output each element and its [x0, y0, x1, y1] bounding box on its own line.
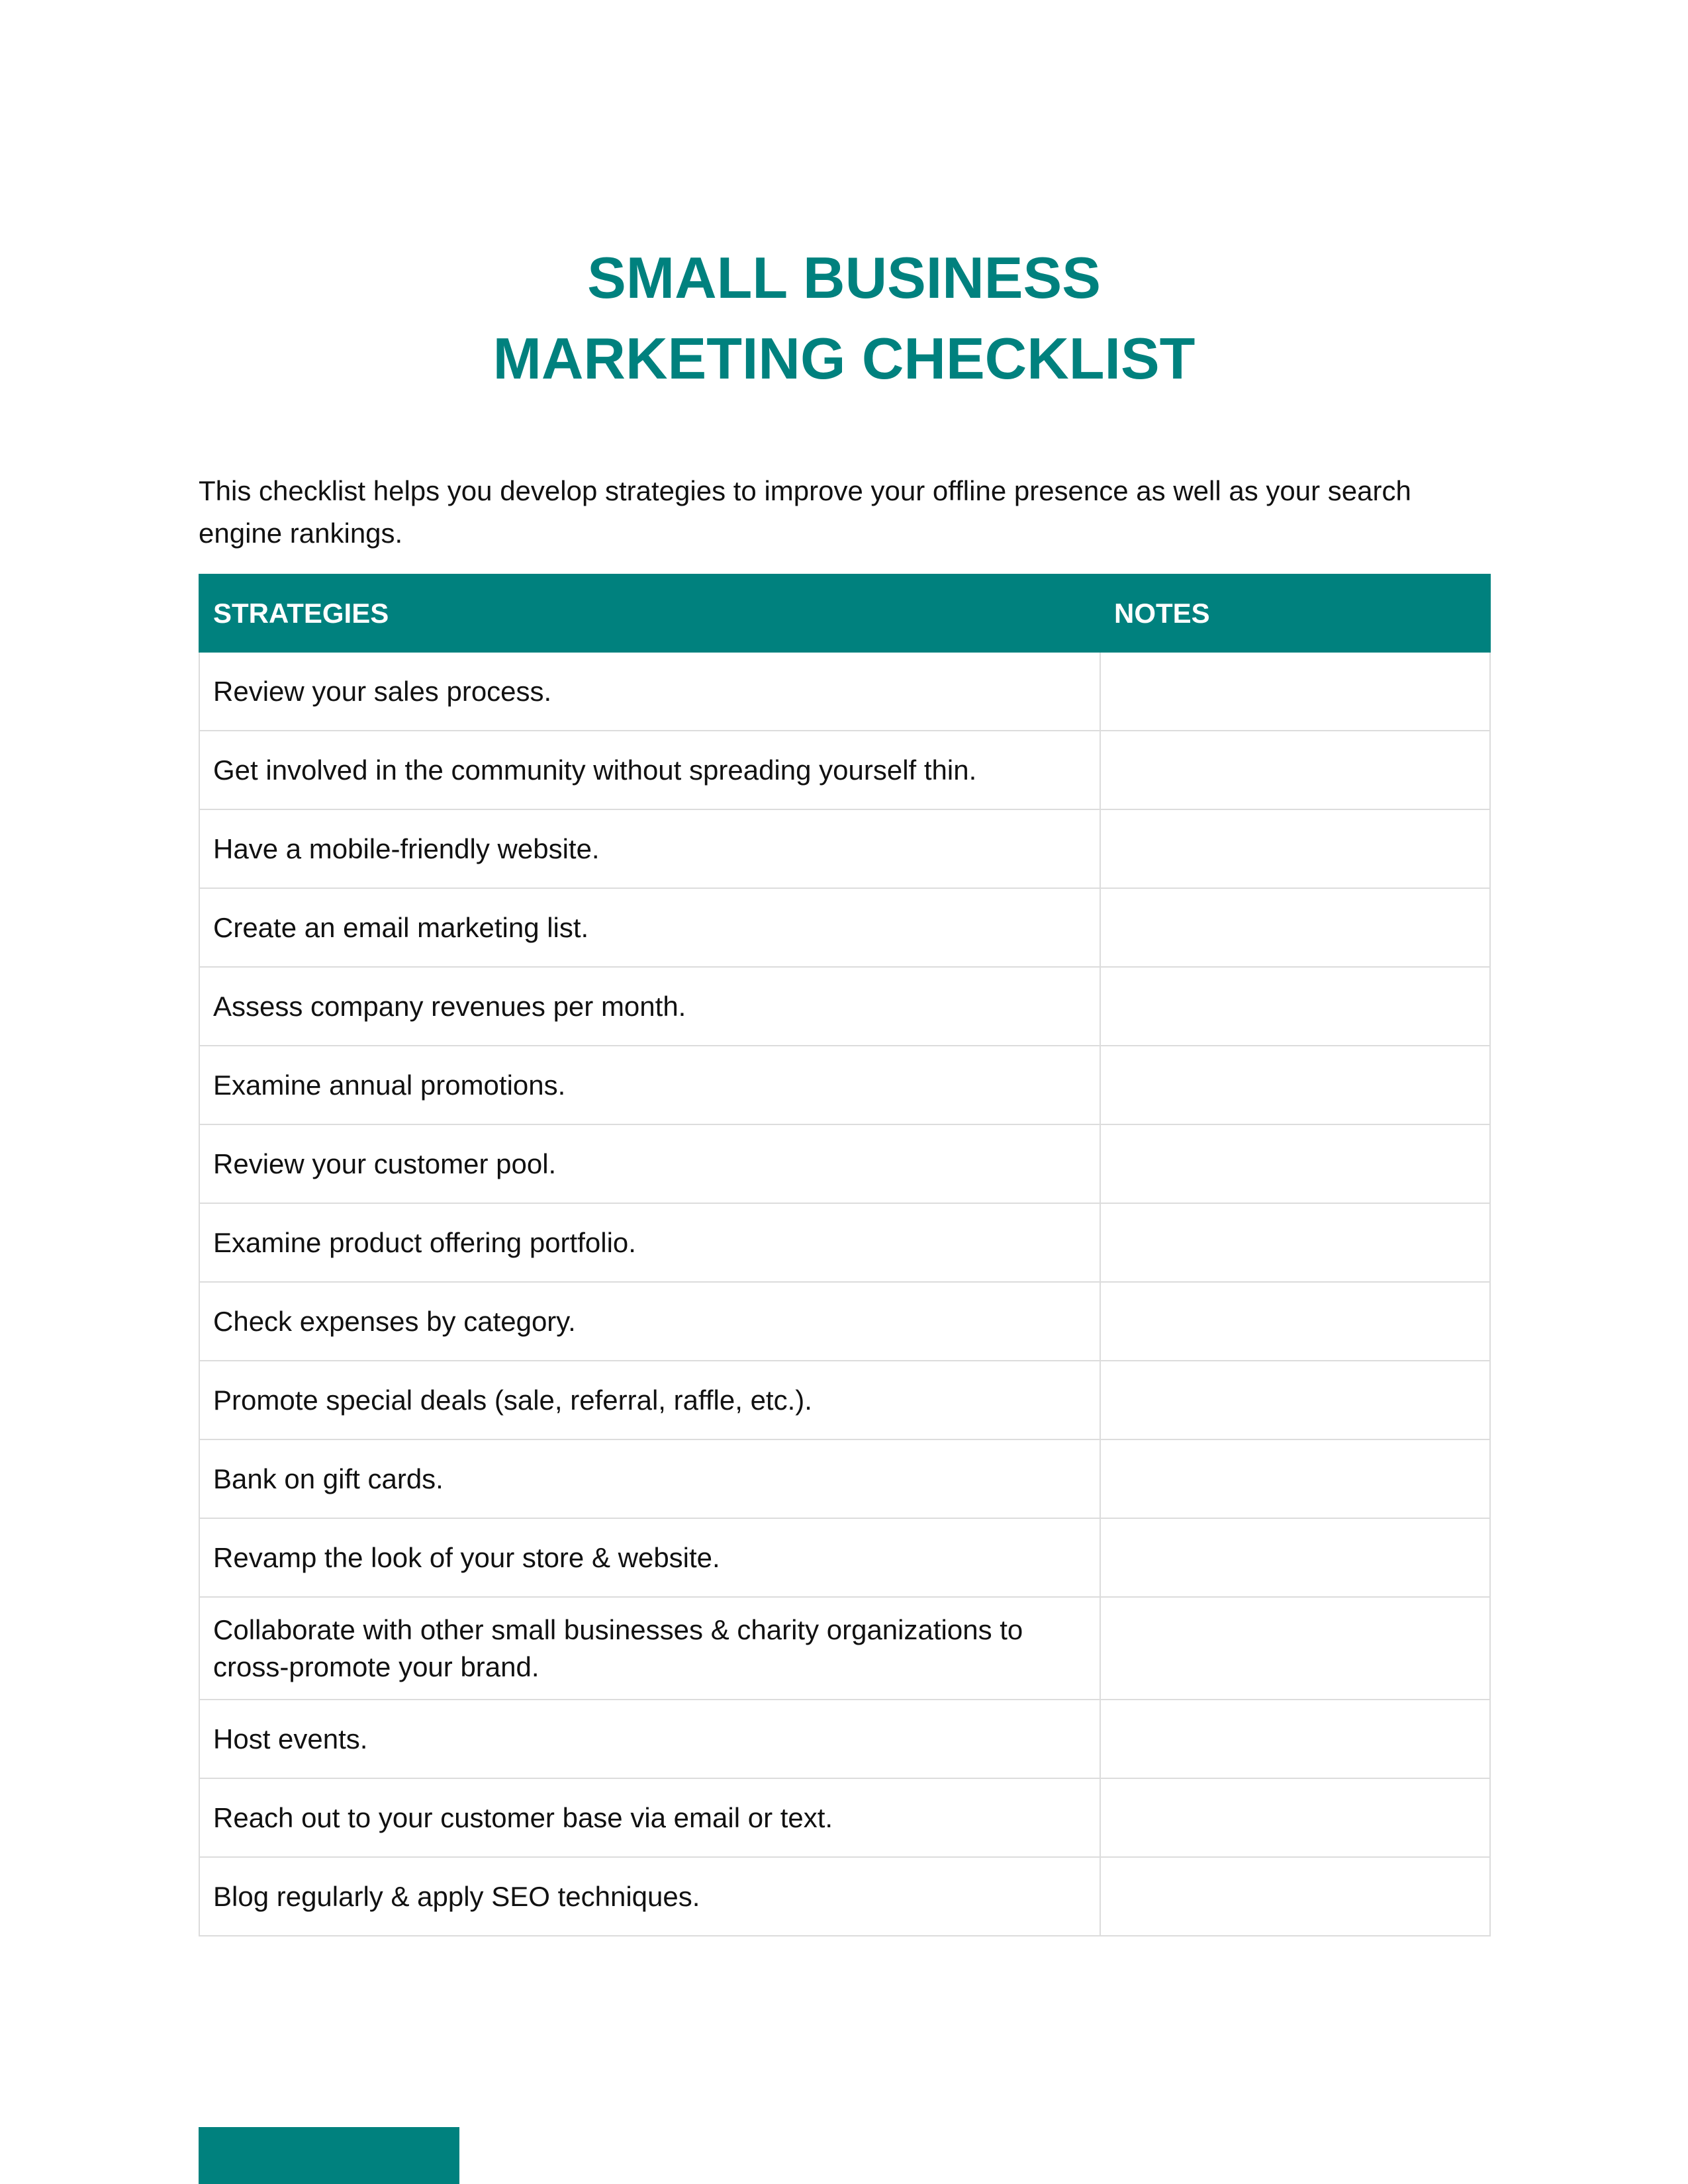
notes-cell[interactable]: [1100, 1439, 1490, 1518]
strategy-cell: Promote special deals (sale, referral, raffle, etc.).: [199, 1361, 1100, 1439]
table-row: [199, 1046, 1490, 1124]
strategy-cell: Collaborate with other small businesses & charity organizations to cross-promote your brand.: [199, 1597, 1100, 1700]
notes-cell[interactable]: [1100, 1700, 1490, 1778]
notes-cell[interactable]: [1100, 888, 1490, 967]
title-line-1: SMALL BUSINESS: [587, 244, 1101, 310]
table-row: [199, 888, 1490, 967]
notes-cell[interactable]: [1100, 1857, 1490, 1936]
strategies-table: [199, 574, 1491, 1936]
notes-cell[interactable]: [1100, 809, 1490, 888]
notes-cell[interactable]: [1100, 1203, 1490, 1282]
table-row: [199, 1857, 1490, 1936]
table-header-row: [199, 574, 1490, 652]
intro-paragraph: This checklist helps you develop strategies to improve your offline presence as well as your search engine rankings.: [199, 475, 1411, 549]
strategy-cell: Have a mobile-friendly website.: [199, 809, 1100, 888]
strategy-cell: Assess company revenues per month.: [199, 967, 1100, 1046]
strategy-cell: Examine product offering portfolio.: [199, 1203, 1100, 1282]
notes-cell[interactable]: [1100, 731, 1490, 809]
footer-accent-bar: [199, 2127, 459, 2184]
notes-cell[interactable]: [1100, 652, 1490, 731]
title-line-2: MARKETING CHECKLIST: [492, 325, 1196, 391]
notes-cell[interactable]: [1100, 1282, 1490, 1361]
strategy-cell: Blog regularly & apply SEO techniques.: [199, 1857, 1100, 1936]
table-row: [199, 1518, 1490, 1597]
table-row: [199, 1700, 1490, 1778]
strategy-cell: Examine annual promotions.: [199, 1046, 1100, 1124]
notes-cell[interactable]: [1100, 1778, 1490, 1857]
table-row: [199, 1282, 1490, 1361]
strategy-cell: Create an email marketing list.: [199, 888, 1100, 967]
table-row: [199, 809, 1490, 888]
page-title: [0, 238, 1688, 399]
table-row: [199, 1439, 1490, 1518]
table-row: [199, 1361, 1490, 1439]
notes-cell[interactable]: [1100, 1518, 1490, 1597]
strategy-cell: Bank on gift cards.: [199, 1439, 1100, 1518]
notes-cell[interactable]: [1100, 1361, 1490, 1439]
table-row: [199, 652, 1490, 731]
strategy-cell: Check expenses by category.: [199, 1282, 1100, 1361]
strategy-cell: Review your customer pool.: [199, 1124, 1100, 1203]
strategy-cell: Get involved in the community without spreading yourself thin.: [199, 731, 1100, 809]
table-row: [199, 1778, 1490, 1857]
strategy-cell: Reach out to your customer base via email or text.: [199, 1778, 1100, 1857]
notes-cell[interactable]: [1100, 1046, 1490, 1124]
table-row: [199, 1124, 1490, 1203]
notes-cell[interactable]: [1100, 967, 1490, 1046]
table-row: [199, 731, 1490, 809]
table-row: [199, 1597, 1490, 1700]
strategies-column-header: STRATEGIES: [199, 574, 1100, 652]
strategy-cell: Review your sales process.: [199, 652, 1100, 731]
notes-cell[interactable]: [1100, 1597, 1490, 1700]
table-row: [199, 967, 1490, 1046]
strategy-cell: Host events.: [199, 1700, 1100, 1778]
notes-column-header: NOTES: [1100, 574, 1490, 652]
notes-cell[interactable]: [1100, 1124, 1490, 1203]
strategy-cell: Revamp the look of your store & website.: [199, 1518, 1100, 1597]
table-row: [199, 1203, 1490, 1282]
